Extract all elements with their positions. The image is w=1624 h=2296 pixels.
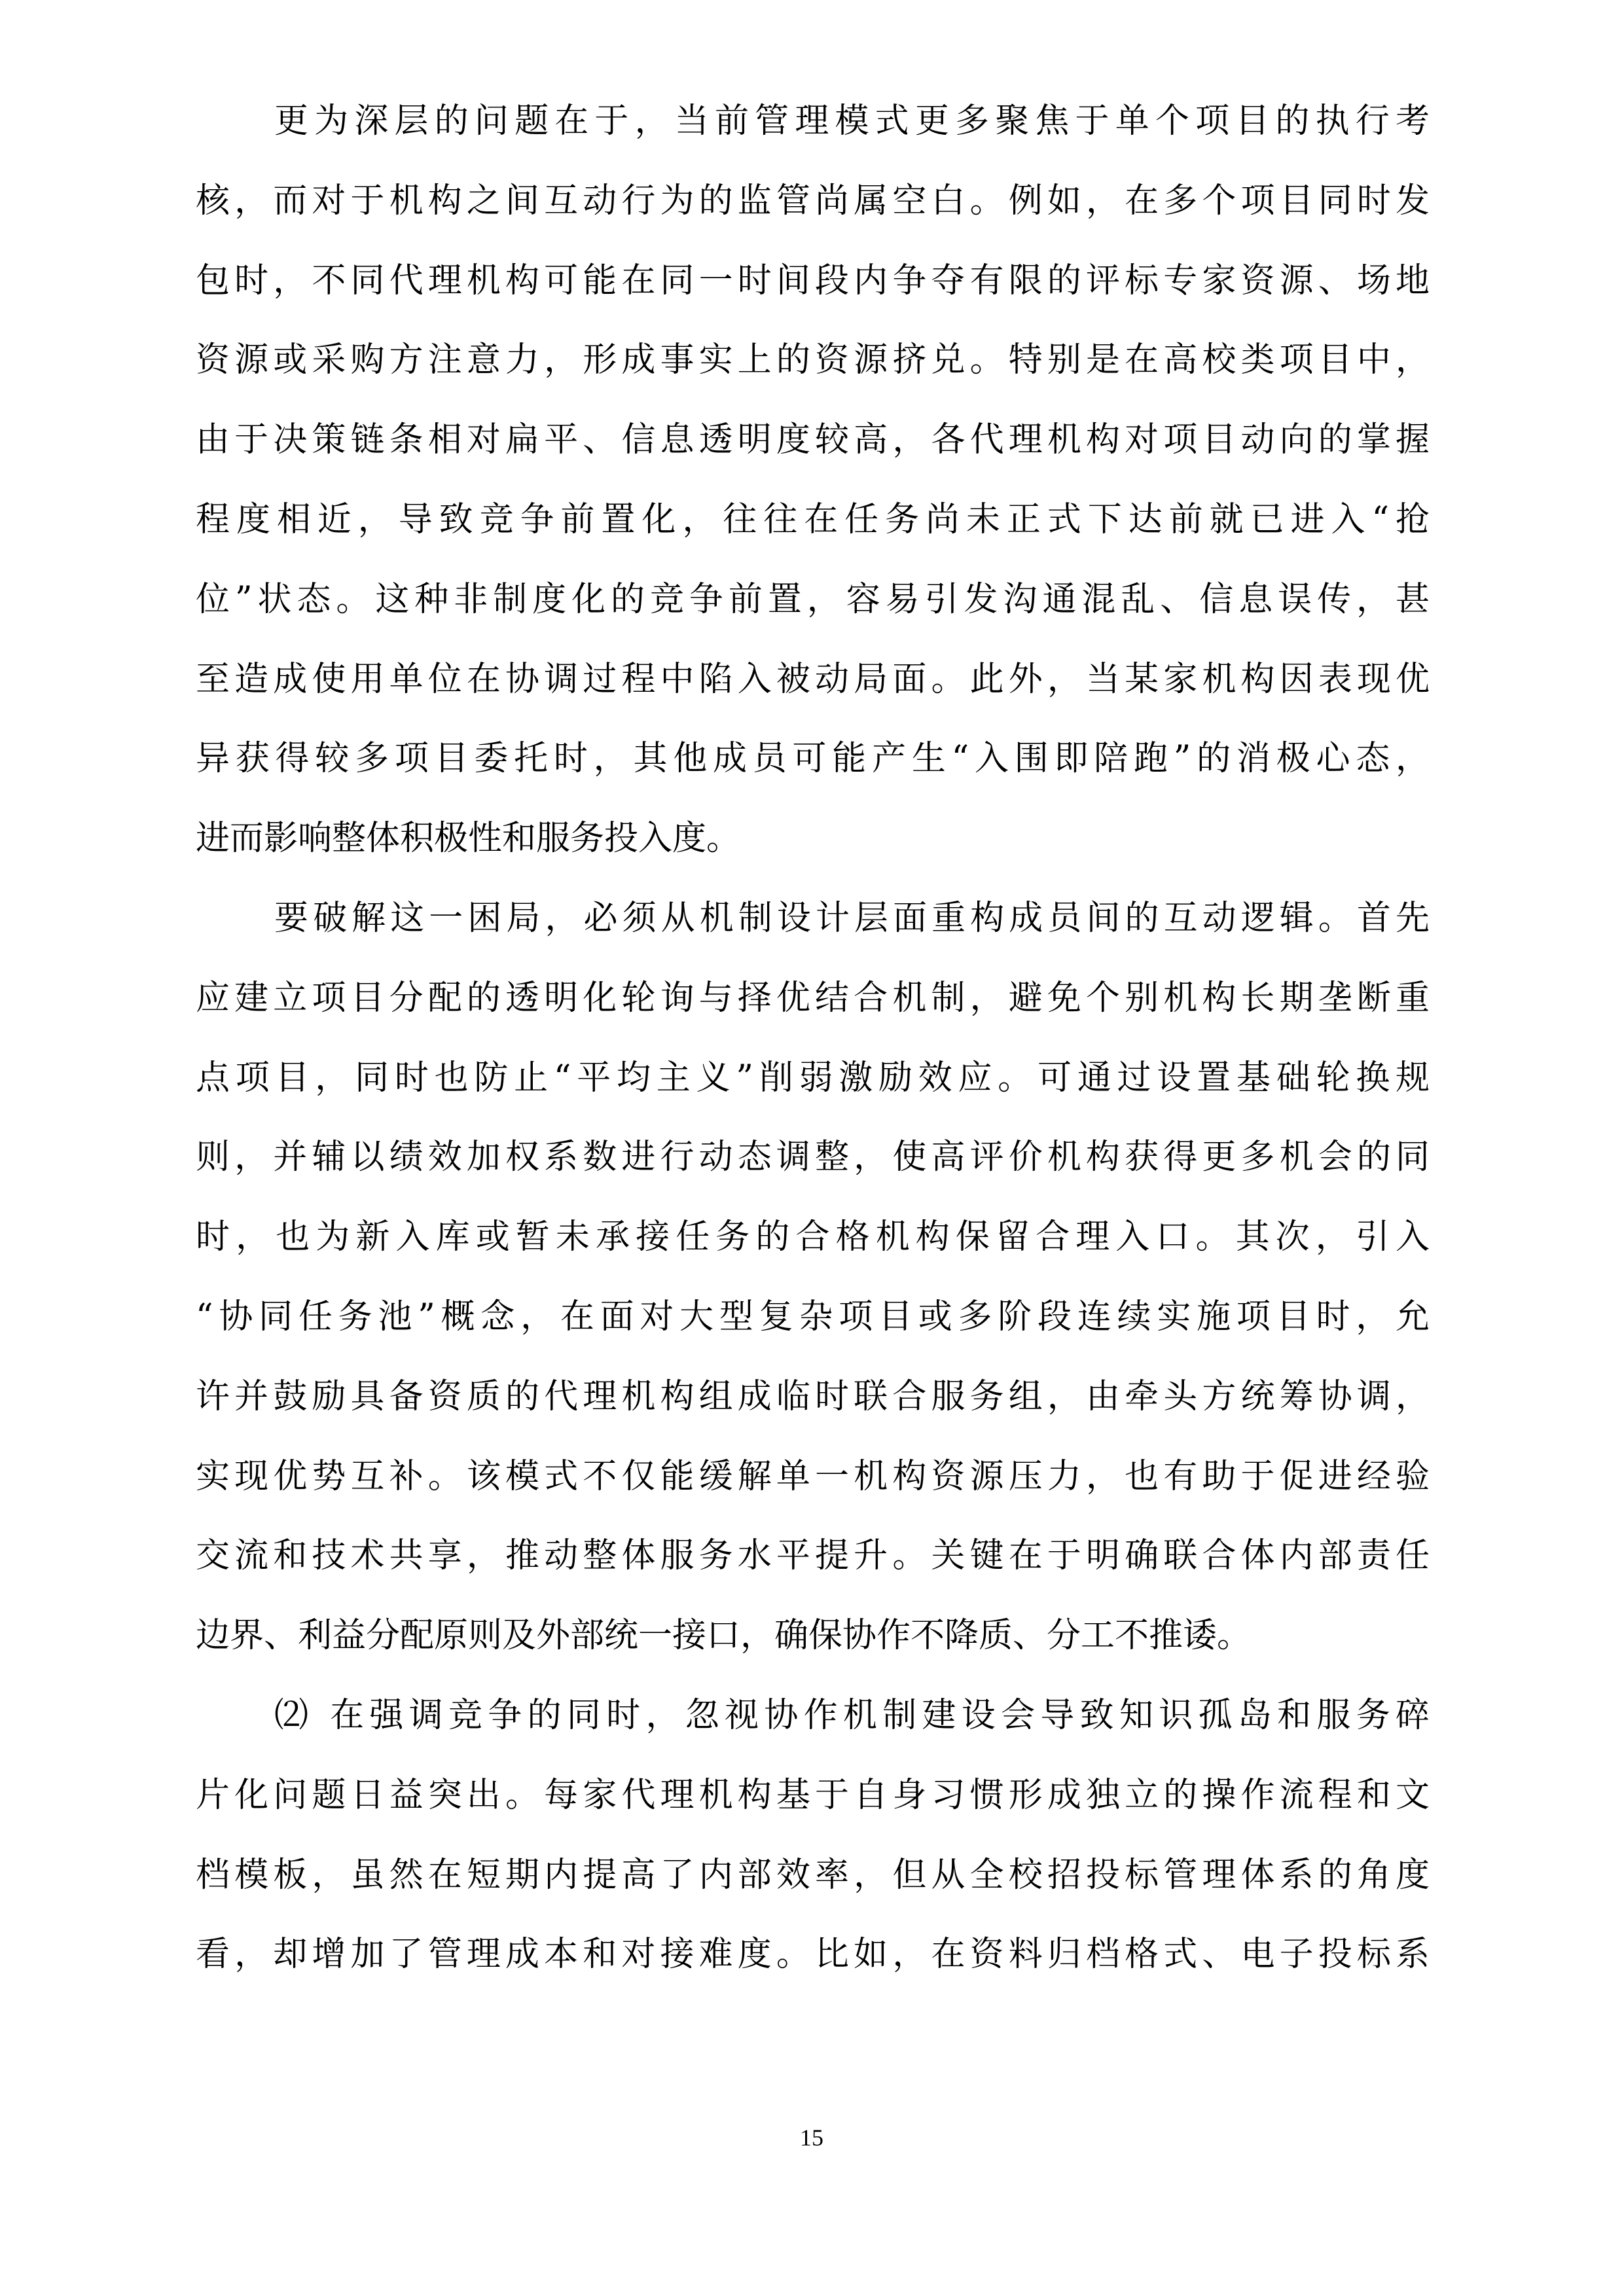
paragraph-line: 异获得较多项目委托时，其他成员可能产生“入围即陪跑”的消极心态，: [196, 739, 1430, 779]
paragraph-line: 边界、利益分配原则及外部统一接口，确保协作不降质、分工不推诿。: [196, 1616, 1252, 1656]
paragraph-line: 点项目，同时也防止“平均主义”削弱激励效应。可通过设置基础轮换规: [196, 1058, 1430, 1098]
paragraph-line: 程度相近，导致竞争前置化，往往在任务尚未正式下达前就已进入“抢: [196, 499, 1430, 539]
paragraph-line: 核，而对于机构之间互动行为的监管尚属空白。例如，在多个项目同时发: [196, 181, 1430, 221]
paragraph-line: ⑵ 在强调竞争的同时，忽视协作机制建设会导致知识孤岛和服务碎: [274, 1695, 1430, 1735]
paragraph-line: 至造成使用单位在协调过程中陷入被动局面。此外，当某家机构因表现优: [196, 659, 1430, 699]
paragraph-line: 看，却增加了管理成本和对接难度。比如，在资料归档格式、电子投标系: [196, 1935, 1430, 1975]
paragraph-line: 进而影响整体积极性和服务投入度。: [196, 819, 741, 859]
paragraph-line: 则，并辅以绩效加权系数进行动态调整，使高评价机构获得更多机会的同: [196, 1138, 1430, 1177]
page-number: 15: [800, 2125, 823, 2151]
body-text: [196, 82, 1430, 1995]
paragraph-line: 档模板，虽然在短期内提高了内部效率，但从全校招投标管理体系的角度: [196, 1855, 1430, 1895]
paragraph-line: 应建立项目分配的透明化轮询与择优结合机制，避免个别机构长期垄断重: [196, 978, 1430, 1018]
paragraph-line: “协同任务池”概念，在面对大型复杂项目或多阶段连续实施项目时，允: [196, 1297, 1430, 1336]
paragraph-line: 包时，不同代理机构可能在同一时间段内争夺有限的评标专家资源、场地: [196, 260, 1430, 300]
paragraph-line: 位”状态。这种非制度化的竞争前置，容易引发沟通混乱、信息误传，甚: [196, 579, 1430, 619]
paragraph-line: 交流和技术共享，推动整体服务水平提升。关键在于明确联合体内部责任: [196, 1536, 1430, 1576]
paragraph-line: 由于决策链条相对扁平、信息透明度较高，各代理机构对项目动向的掌握: [196, 420, 1430, 460]
paragraph-line: 时，也为新入库或暂未承接任务的合格机构保留合理入口。其次，引入: [196, 1217, 1430, 1257]
paragraph-line: 资源或采购方注意力，形成事实上的资源挤兑。特别是在高校类项目中，: [196, 340, 1430, 380]
paragraph-line: 许并鼓励具备资质的代理机构组成临时联合服务组，由牵头方统筹协调，: [196, 1376, 1430, 1416]
paragraph-line: 片化问题日益突出。每家代理机构基于自身习惯形成独立的操作流程和文: [196, 1775, 1430, 1815]
paragraph-line: 更为深层的问题在于，当前管理模式更多聚焦于单个项目的执行考: [274, 101, 1430, 141]
paragraph-line: 实现优势互补。该模式不仅能缓解单一机构资源压力，也有助于促进经验: [196, 1456, 1430, 1496]
paragraph-line: 要破解这一困局，必须从机制设计层面重构成员间的互动逻辑。首先: [274, 898, 1430, 938]
